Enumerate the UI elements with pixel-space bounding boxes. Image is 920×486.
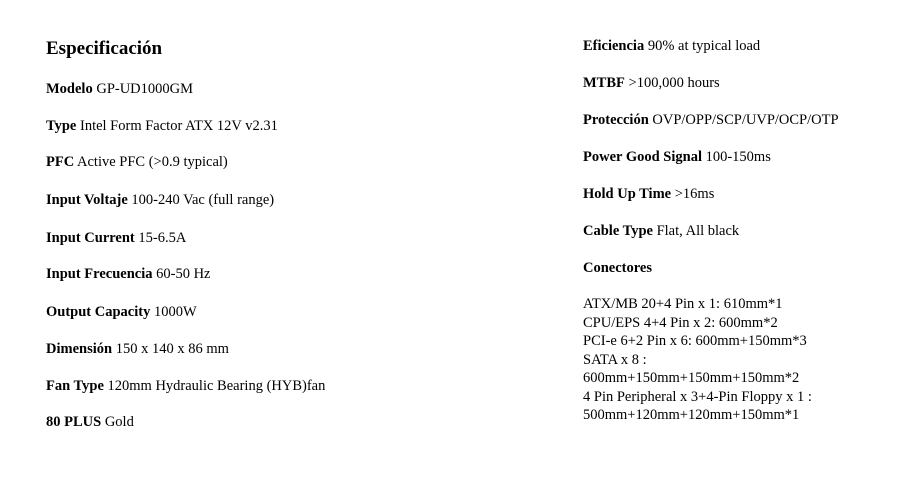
spec-row-input-frequency bbox=[46, 265, 210, 283]
spec-label: Input Voltaje bbox=[46, 192, 128, 208]
spec-value: 60-50 Hz bbox=[156, 266, 211, 282]
connector-line: 4 Pin Peripheral x 3+4-Pin Floppy x 1 : bbox=[583, 388, 812, 405]
spec-value: Active PFC (>0.9 typical) bbox=[77, 154, 228, 170]
connector-line: PCI-e 6+2 Pin x 6: 600mm+150mm*3 bbox=[583, 333, 807, 349]
spec-label: Eficiencia bbox=[583, 38, 645, 54]
spec-label: 80 PLUS bbox=[46, 414, 102, 430]
spec-value: OVP/OPP/SCP/UVP/OCP/OTP bbox=[652, 112, 839, 128]
spec-row-type bbox=[46, 117, 278, 135]
spec-row-efficiency bbox=[583, 37, 760, 55]
spec-value: Gold bbox=[104, 414, 134, 430]
spec-row-hold-up-time bbox=[583, 185, 714, 203]
spec-value: 100-240 Vac (full range) bbox=[131, 192, 275, 208]
connector-line: ATX/MB 20+4 Pin x 1: 610mm*1 bbox=[583, 296, 783, 312]
spec-value: 150 x 140 x 86 mm bbox=[115, 341, 229, 357]
spec-value: 1000W bbox=[153, 304, 197, 320]
spec-row-fan-type bbox=[46, 377, 325, 395]
spec-row-dimensions bbox=[46, 340, 229, 358]
spec-label: Power Good Signal bbox=[583, 149, 702, 165]
spec-row-input-voltage bbox=[46, 191, 274, 209]
connector-line: CPU/EPS 4+4 Pin x 2: 600mm*2 bbox=[583, 314, 778, 331]
spec-row-pfc bbox=[46, 153, 228, 171]
connector-list bbox=[583, 295, 812, 425]
page-title: Especificación bbox=[46, 38, 163, 59]
spec-value: 15-6.5A bbox=[138, 230, 187, 246]
spec-label: Modelo bbox=[46, 81, 93, 97]
spec-row-output-capacity bbox=[46, 303, 197, 321]
connector-line: SATA x 8 : bbox=[583, 351, 647, 368]
connector-line: 500mm+120mm+120mm+150mm*1 bbox=[583, 407, 800, 423]
spec-label: Conectores bbox=[583, 260, 652, 276]
spec-row-protection bbox=[583, 111, 839, 129]
spec-value: GP-UD1000GM bbox=[96, 81, 194, 97]
spec-row-input-current bbox=[46, 229, 186, 247]
spec-value: 100-150ms bbox=[705, 149, 771, 165]
spec-row-cable-type bbox=[583, 222, 739, 240]
spec-row-mtbf bbox=[583, 74, 720, 92]
spec-label: Protección bbox=[583, 112, 649, 128]
spec-label: MTBF bbox=[583, 75, 625, 91]
spec-label: Output Capacity bbox=[46, 304, 151, 320]
spec-value: >16ms bbox=[674, 186, 715, 202]
spec-value: Flat, All black bbox=[656, 223, 740, 239]
spec-row-power-good-signal bbox=[583, 148, 771, 166]
spec-label: Fan Type bbox=[46, 378, 104, 394]
spec-row-connectors bbox=[583, 259, 652, 277]
spec-label: PFC bbox=[46, 154, 75, 170]
spec-value: >100,000 hours bbox=[628, 75, 720, 91]
spec-label: Dimensión bbox=[46, 341, 113, 357]
spec-row-80plus bbox=[46, 413, 134, 431]
spec-value: 120mm Hydraulic Bearing (HYB)fan bbox=[107, 378, 326, 394]
spec-label: Hold Up Time bbox=[583, 186, 672, 202]
connector-line: 600mm+150mm+150mm+150mm*2 bbox=[583, 370, 800, 386]
spec-label: Input Frecuencia bbox=[46, 266, 153, 282]
spec-value: Intel Form Factor ATX 12V v2.31 bbox=[79, 118, 278, 134]
spec-value: 90% at typical load bbox=[647, 38, 761, 54]
spec-row-model bbox=[46, 80, 193, 98]
spec-label: Type bbox=[46, 118, 77, 134]
spec-label: Input Current bbox=[46, 230, 135, 246]
spec-label: Cable Type bbox=[583, 223, 653, 239]
